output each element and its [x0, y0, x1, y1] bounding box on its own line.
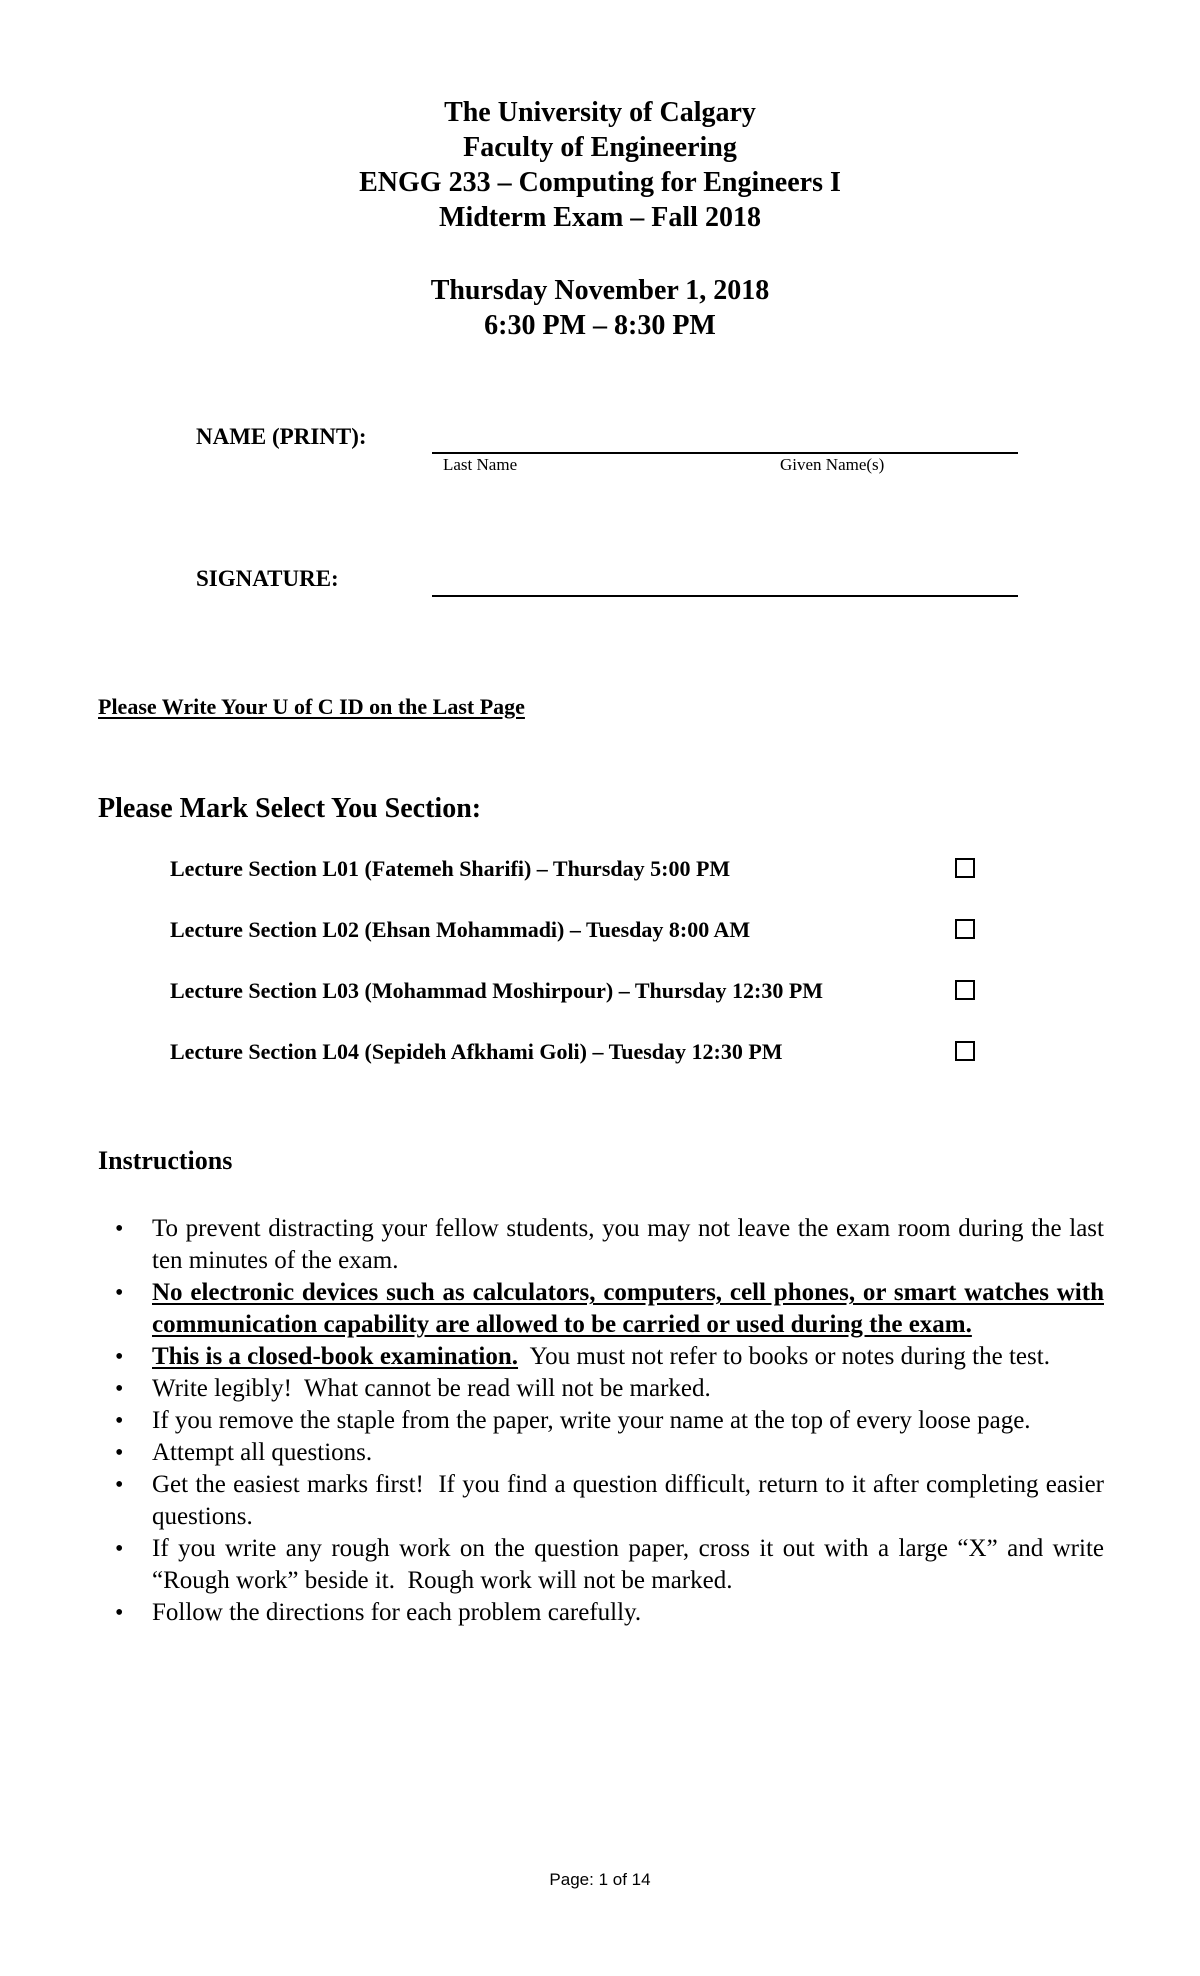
exam-date: Thursday November 1, 2018 [430, 275, 770, 306]
course-title: ENGG 233 – Computing for Engineers I [359, 167, 841, 198]
instruction-item [98, 1405, 1104, 1437]
instruction-text: You must not refer to books or notes during the test. [518, 1343, 1050, 1370]
lecture-section-checkbox[interactable] [955, 980, 975, 1000]
instructions-list [98, 1213, 1111, 1629]
lecture-section-label: Lecture Section L03 (Mohammad Moshirpour) – Thursday 12:30 PM [170, 978, 824, 1003]
instruction-text: If you remove the staple from the paper, write your name at the top of every loose page. [152, 1407, 1031, 1434]
lecture-section-row [170, 978, 980, 1010]
faculty-name: Faculty of Engineering [463, 132, 737, 163]
lecture-section-label: Lecture Section L01 (Fatemeh Sharifi) – Thursday 5:00 PM [170, 856, 731, 881]
instruction-item [98, 1277, 1104, 1341]
instruction-emphasis: No electronic devices such as calculators, computers, cell phones, or smart watches with communication capability are allowed to be carried or used during the exam. [152, 1279, 1104, 1338]
instruction-text: To prevent distracting your fellow students, you may not leave the exam room during the last ten minutes of the exam. [152, 1215, 1104, 1274]
lecture-section-row [170, 1039, 980, 1071]
instruction-item [98, 1213, 1104, 1277]
lecture-section-checkbox[interactable] [955, 1041, 975, 1061]
exam-time: 6:30 PM – 8:30 PM [484, 310, 716, 341]
lecture-section-row [170, 856, 980, 888]
name-field-label: NAME (PRINT): [196, 424, 367, 449]
exam-header [0, 95, 1200, 343]
signature-input-line[interactable] [432, 595, 1018, 597]
given-name-label: Given Name(s) [780, 455, 885, 474]
instruction-item [98, 1533, 1111, 1597]
instruction-item [98, 1469, 1111, 1533]
instruction-text: Attempt all questions. [152, 1439, 373, 1466]
instruction-text: Follow the directions for each problem carefully. [152, 1599, 642, 1626]
lecture-section-row [170, 917, 980, 949]
last-name-label: Last Name [443, 455, 518, 474]
lecture-section-checkbox[interactable] [955, 858, 975, 878]
name-input-line[interactable] [432, 452, 1018, 454]
instructions-title: Instructions [98, 1146, 233, 1175]
page-number: Page: 1 of 14 [549, 1870, 651, 1889]
exam-title: Midterm Exam – Fall 2018 [439, 202, 761, 233]
signature-field-label: SIGNATURE: [196, 566, 339, 591]
instruction-item [98, 1341, 1104, 1373]
instruction-item [98, 1597, 1104, 1629]
section-select-title: Please Mark Select You Section: [98, 793, 482, 824]
instruction-text: Write legibly! What cannot be read will not be marked. [152, 1375, 711, 1402]
uofc-id-note: Please Write Your U of C ID on the Last Page [98, 694, 525, 719]
instruction-item [98, 1437, 1104, 1469]
instruction-emphasis: This is a closed-book examination. [152, 1343, 519, 1370]
lecture-section-label: Lecture Section L04 (Sepideh Afkhami Goli) – Tuesday 12:30 PM [170, 1039, 783, 1064]
lecture-section-label: Lecture Section L02 (Ehsan Mohammadi) – Tuesday 8:00 AM [170, 917, 751, 942]
lecture-section-checkbox[interactable] [955, 919, 975, 939]
instruction-text: If you write any rough work on the question paper, cross it out with a large “X” and write “Rough work” beside it. Rough work will not be marked. [152, 1535, 1111, 1594]
instruction-item [98, 1373, 1104, 1405]
university-name: The University of Calgary [444, 97, 756, 128]
instruction-text: Get the easiest marks first! If you find a question difficult, return to it after completing easier questions. [152, 1471, 1111, 1530]
